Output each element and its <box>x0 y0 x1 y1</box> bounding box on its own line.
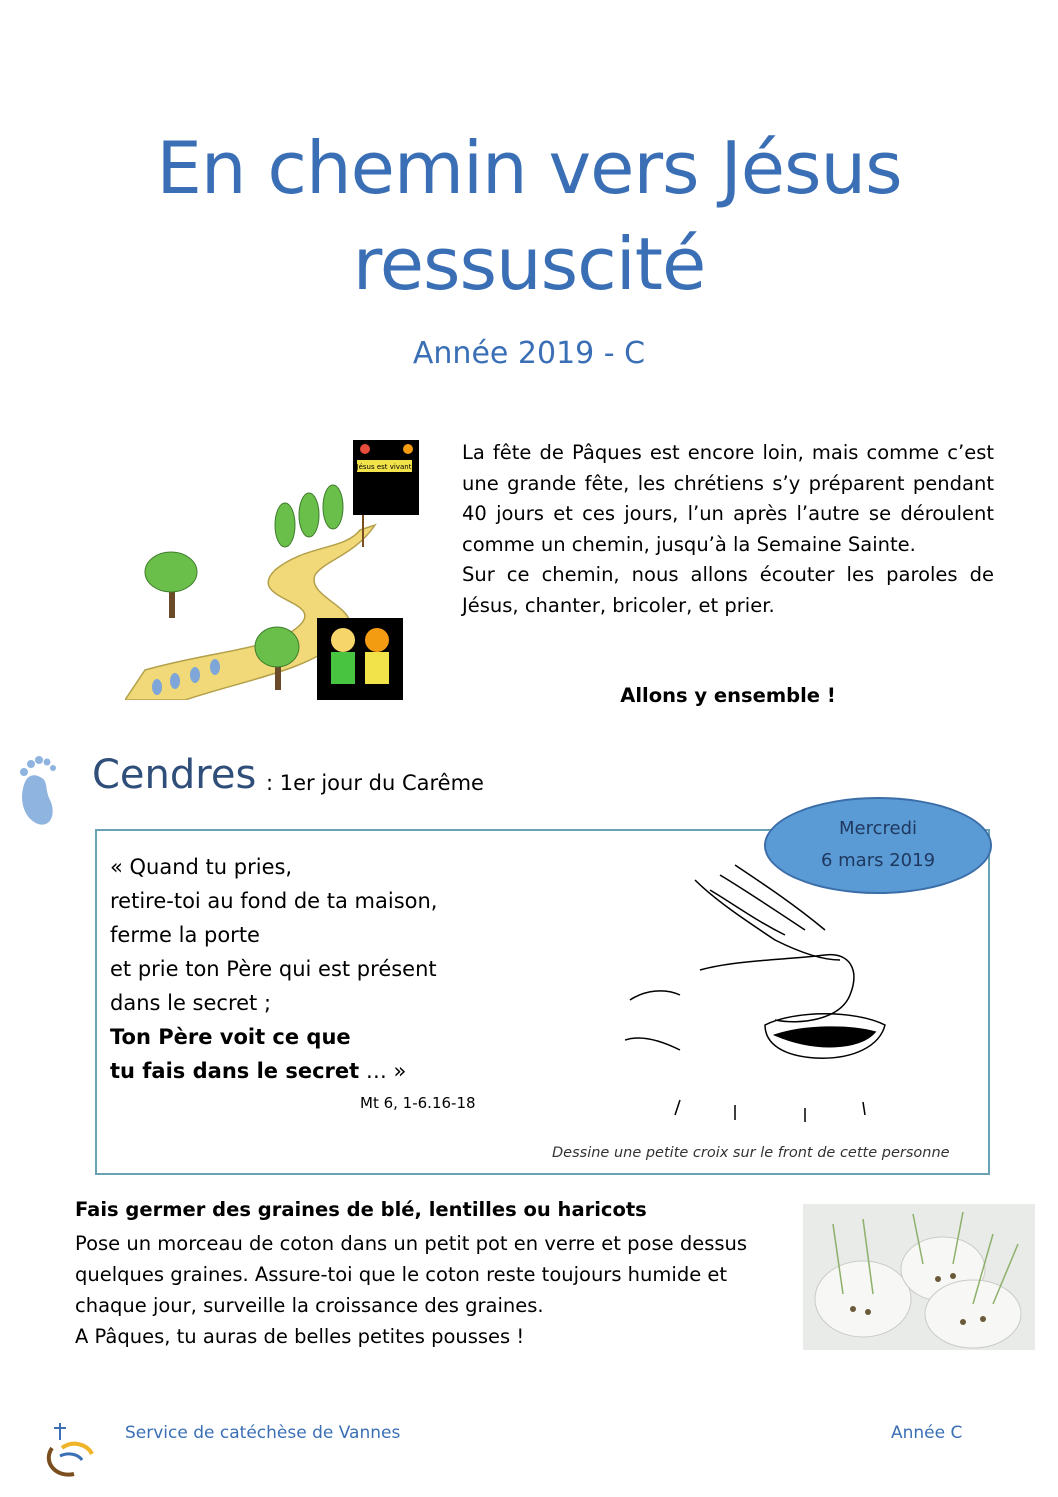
intro-text <box>462 438 994 621</box>
quote-line: et prie ton Père qui est présent <box>110 957 437 981</box>
intro-paragraph: Sur ce chemin, nous allons écouter les paroles de Jésus, chanter, bricoler, et prier. <box>462 563 994 617</box>
section-subtitle: : 1er jour du Carême <box>266 771 484 795</box>
quote-line: dans le secret ; <box>110 991 272 1015</box>
activity-body <box>75 1228 795 1352</box>
activity-line: quelques graines. Assure-toi que le coton reste toujours humide et <box>75 1263 728 1286</box>
quote-line: retire-toi au fond de ta maison, <box>110 889 438 913</box>
sprouting-seeds-photo <box>803 1204 1035 1350</box>
quote-line: ferme la porte <box>110 923 260 947</box>
quote-line: « Quand tu pries, <box>110 855 293 879</box>
activity-title: Fais germer des graines de blé, lentilles ou haricots <box>75 1198 647 1221</box>
section-title: Cendres <box>92 752 257 798</box>
title-line-1: En chemin vers Jésus <box>156 126 902 210</box>
bible-quote <box>110 850 530 1088</box>
date-weekday: Mercredi <box>838 818 917 839</box>
activity-line: chaque jour, surveille la croissance des graines. <box>75 1294 544 1317</box>
year-subtitle: Année 2019 - C <box>412 336 646 371</box>
path-illustration <box>125 435 450 700</box>
footer-service: Service de catéchèse de Vannes <box>125 1423 401 1443</box>
ashes-sketch <box>625 860 915 1130</box>
drawing-instruction: Dessine une petite croix sur le front de cette personne <box>552 1145 950 1161</box>
page-title <box>0 120 1058 312</box>
intro-call-to-action: Allons y ensemble ! <box>620 684 836 707</box>
quote-bold-line: Ton Père voit ce que <box>110 1025 351 1049</box>
footer-year: Année C <box>891 1423 963 1443</box>
tree <box>145 552 197 618</box>
quote-reference: Mt 6, 1-6.16-18 <box>360 1094 476 1112</box>
quote-end: … » <box>359 1059 407 1083</box>
banner-text: Jésus est vivant <box>356 463 412 471</box>
date-day: 6 mars 2019 <box>820 850 936 871</box>
footprint-icon <box>12 750 60 830</box>
activity-line: Pose un morceau de coton dans un petit pot en verre et pose dessus <box>75 1232 748 1255</box>
title-line-2: ressuscité <box>352 222 706 306</box>
activity-line: A Pâques, tu auras de belles petites pousses ! <box>75 1325 525 1348</box>
intro-paragraph: La fête de Pâques est encore loin, mais comme c’est une grande fête, les chrétiens s’y préparent pendant 40 jours et ces jours, l’un après l’autre se déroulent comme un chemin, jusqu’à la Semaine Sainte. <box>462 441 994 556</box>
catechesis-logo <box>42 1418 100 1480</box>
quote-bold-line: tu fais dans le secret <box>110 1059 360 1083</box>
